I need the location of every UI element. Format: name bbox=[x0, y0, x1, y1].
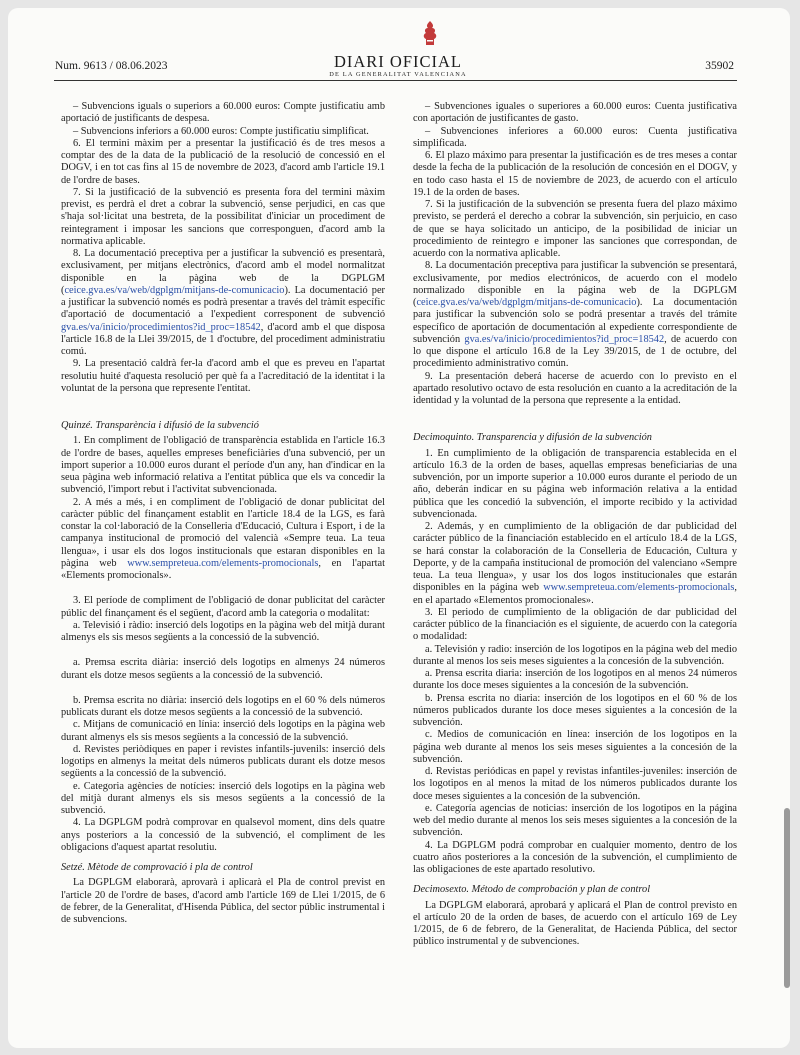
paragraph: 9. La presentación deberá hacerse de acuerdo con lo previsto en el apartado resolutivo octavo de esta resolución en cuanto a la acreditación de la identidad y la voluntad de la persona que represente a la entidad. bbox=[413, 370, 737, 406]
paragraph: 3. El periodo de cumplimiento de la obligación de dar publicidad del carácter público de la financiación es el siguiente, de acuerdo con la categoría o modalidad: bbox=[413, 606, 737, 643]
paragraph: d. Revistas periódicas en papel y revistas infantiles-juveniles: inserción de los logotipos en al menos la mitad de los números publicados durante los doce meses siguientes a la concesión de la subvención. bbox=[413, 766, 737, 802]
paragraph: 4. La DGPLGM podrà comprovar en qualsevol moment, dins dels quatre anys posteriors a la concessió de la subvenció, el compliment de les obligacions d'aquest apartat resolutiu. bbox=[61, 817, 385, 853]
paragraph: – Subvencions inferiors a 60.000 euros: Compte justificatiu simplificat. bbox=[73, 125, 369, 137]
section-heading: Setzé. Mètode de comprovació i pla de control bbox=[61, 862, 253, 873]
spanish-column bbox=[413, 101, 737, 949]
paragraph: – Subvencions iguals o superiors a 60.000 euros: Compte justificatiu amb aportació de justificants de despesa. bbox=[61, 101, 385, 125]
paragraph: e. Categoria agències de notícies: inserció dels logotips en la pàgina web del mitjà durant almenys els sis mesos següents a la concessió de la subvenció. bbox=[61, 780, 385, 816]
text-run: 2. Además, y en cumplimiento de la obligación de dar publicidad del carácter público de la financiación establecido en el artículo 18.4 de la LGS, se hará constar la colaboración de la Conselleria de Educación, Cultura y Deporte, y de la campaña institucional de promoción del valenciano «Sempre teua. La teua llengua», y usar los dos logos institucionales que estarán disponibles en la página web bbox=[413, 521, 737, 594]
header-rule bbox=[54, 80, 737, 81]
paragraph: 6. El plazo máximo para presentar la justificación es de tres meses a contar desde la fecha de la publicación de la resolución de concesión en el DOGV, y en todo caso hasta el 15 de noviembre de 2023, de acuerdo con el artículo 19.1 de la orden de bases. bbox=[413, 150, 737, 198]
paragraph: – Subvenciones inferiores a 60.000 euros: Cuenta justificativa simplificada. bbox=[413, 125, 737, 149]
link-dgplgm-web[interactable]: ceice.gva.es/va/web/dgplgm/mitjans-de-comunicacio bbox=[416, 297, 637, 308]
paragraph: a. Prensa escrita diaria: inserción de los logotipos en al menos 24 números durante los doce meses siguientes a la concesión de la subvención. bbox=[413, 668, 737, 692]
paragraph: b. Prensa escrita no diaria: inserción de los logotipos en el 60 % de los números publicados durante los doce meses siguientes a la concesión de la subvención. bbox=[413, 692, 737, 728]
paragraph: 6. El termini màxim per a presentar la justificació és de tres mesos a comptar des de la data de la publicació de la resolució de concessió en el DOGV, i en tot cas fins al 15 de novembre de 2023, d'acord amb l'article 19.1 de l'ordre de bases. bbox=[61, 137, 385, 186]
section-heading: Decimoquinto. Transparencia y difusión de la subvención bbox=[413, 432, 652, 444]
paragraph bbox=[413, 260, 737, 370]
paragraph: a. Televisió i ràdio: inserció dels logotips en la pàgina web del mitjà durant almenys els sis mesos següents a la concessió de la subvenció. bbox=[61, 619, 385, 643]
journal-logo-subtitle: DE LA GENERALITAT VALENCIANA bbox=[329, 71, 467, 78]
paragraph bbox=[413, 521, 737, 607]
paragraph: e. Categoría agencias de noticias: inserción de los logotipos en la página web del medio durante al menos los seis meses siguientes a la concesión de la subvención. bbox=[413, 802, 737, 839]
paragraph: 1. En compliment de l'obligació de transparència establida en l'article 16.3 de l'ordre de bases, aquelles empreses beneficiàries d'una subvenció, per un import superior a 10.000 euros durant el període d'un any, han d'indicar en la seua pàgina web informació relativa a l'entitat pública que els va concedir la subvenció, l'import rebut i l'activitat subvencionada. bbox=[61, 435, 385, 496]
document-page bbox=[8, 8, 790, 1048]
paragraph: 1. En cumplimiento de la obligación de transparencia establecida en el artículo 16.3 de la orden de bases, aquellas empresas beneficiarias de una subvención, por un importe superior a 10.000 euros durante el periodo de un año, deberán indicar en su página web información relativa a la entidad pública que les concedió la subvención, el importe recibido y la actividad subvencionada. bbox=[413, 447, 737, 520]
link-sempreteua[interactable]: www.sempreteua.com/elements-promocionals bbox=[127, 557, 319, 569]
scrollbar[interactable] bbox=[782, 8, 792, 1048]
link-procedure[interactable]: gva.es/va/inicio/procedimientos?id_proc=18542 bbox=[61, 321, 261, 333]
paragraph: c. Mitjans de comunicació en línia: inserció dels logotips en la pàgina web durant almenys els sis mesos següents a la concessió de la subvenció. bbox=[61, 719, 385, 743]
page-number: 35902 bbox=[705, 60, 734, 72]
paragraph: d. Revistes periòdiques en paper i revistes infantils-juvenils: inserció dels logotips en almenys la meitat dels números publicats durant els dotze mesos següents a la concessió de la subvenció. bbox=[61, 743, 385, 780]
text-run: ). La documentación para justificar la subvención solo se podrá presentar a través del trámite específico de aportación de documentación al expediente correspondiente de subvención bbox=[413, 297, 737, 345]
scrollbar-thumb[interactable] bbox=[784, 808, 790, 988]
paragraph: 7. Si la justificación de la subvención se presenta fuera del plazo máximo previsto, se perderá el derecho a cobrar la subvención, sin perjuicio, en caso de que se haya solicitado un anticipo, de la posibilidad de iniciar un procedimiento de reintegro e imponer las sanciones que correspondan, de acuerdo con la normativa aplicable. bbox=[413, 199, 737, 259]
paragraph: 9. La presentació caldrà fer-la d'acord amb el que es preveu en l'apartat resolutiu huité d'aquesta resolució per què fa a l'acreditació de la identitat i la voluntat de la persona que represente l'entitat. bbox=[61, 358, 385, 394]
paragraph: a. Televisión y radio: inserción de los logotipos en la página web del medio durante al menos los seis meses siguientes a la concesión de la subvención. bbox=[413, 643, 737, 667]
page-header bbox=[8, 8, 790, 78]
paragraph: a. Premsa escrita diària: inserció dels logotips en almenys 24 números durant els dotze mesos següents a la concessió de la subvenció. bbox=[61, 657, 385, 681]
text-run: , en el apartado «Elementos promocionales». bbox=[413, 582, 737, 606]
text-run: , de acuerdo con lo que dispone el artículo 16.8 de la Ley 39/2015, de 1 de octubre, del procedimiento administrativo común. bbox=[413, 333, 738, 370]
link-procedure[interactable]: gva.es/va/inicio/procedimientos?id_proc=18542 bbox=[464, 333, 665, 345]
text-run: , en l'apartat «Elements promocionals». bbox=[61, 557, 385, 581]
paragraph: – Subvenciones iguales o superiores a 60.000 euros: Cuenta justificativa con aportación de justificantes de gasto. bbox=[413, 101, 737, 125]
section-heading: Decimosexto. Método de comprobación y plan de control bbox=[413, 884, 651, 896]
paragraph bbox=[61, 248, 385, 358]
text-run: 2. A més a més, i en compliment de l'obligació de donar publicitat del caràcter públic del finançament establit en l'article 18.4 de la LGS, es farà constar la col·laboració de la Conselleria d'Educació, Cultura i Esport, i de la campanya institucional de promoció del valencià «Sempre teua. La teua llengua», i usar els dos logos institucionals que estaran disponibles en la pàgina web bbox=[61, 496, 385, 569]
text-run: 8. La documentació preceptiva per a justificar la subvenció es presentarà, exclusivament, per mitjans electrònics, d'acord amb el model normalitzat disponible en la pàgina web de la DGPLGM ( bbox=[61, 248, 385, 296]
paragraph: 3. El període de compliment de l'obligació de donar publicitat del caràcter públic del finançament és el següent, d'acord amb la categoria o modalitat: bbox=[61, 595, 385, 619]
paragraph: La DGPLGM elaborará, aprobará y aplicará el Plan de control previsto en el artículo 20 de la orden de bases, de acuerdo con el artículo 169 de Ley 1/2015, de 6 de febrero, de la Generalitat, de Hacienda Pública, del sector público instrumental y de subvenciones. bbox=[413, 899, 737, 948]
link-dgplgm-web[interactable]: ceice.gva.es/va/web/dgplgm/mitjans-de-comunicacio bbox=[64, 284, 285, 296]
generalitat-seal-icon bbox=[419, 20, 441, 48]
paragraph: c. Medios de comunicación en línea: inserción de los logotipos en la página web durante al menos los seis meses siguientes a la concesión de la subvención. bbox=[413, 729, 737, 765]
link-sempreteua[interactable]: www.sempreteua.com/elements-promocionals bbox=[543, 582, 735, 594]
paragraph: b. Premsa escrita no diària: inserció dels logotips en el 60 % dels números publicats durant els dotze mesos següents a la concessió de la subvenció. bbox=[61, 694, 385, 718]
valencian-column bbox=[61, 101, 385, 926]
paragraph: 4. La DGPLGM podrá comprobar en cualquier momento, dentro de los cuatro años posteriores a la concesión de la subvención, el cumplimiento de las obligaciones de este apartado resolutivo. bbox=[413, 839, 737, 875]
paragraph bbox=[61, 497, 385, 583]
section-heading: Quinzé. Transparència i difusió de la subvenció bbox=[61, 420, 259, 431]
text-run: 8. La documentación preceptiva para justificar la subvención se presentará, exclusivamente, por medios electrónicos, de acuerdo con el modelo normalizado disponible en la página web de la DGPLGM ( bbox=[413, 260, 737, 308]
issue-number: Num. 9613 / 08.06.2023 bbox=[55, 60, 168, 72]
paragraph: La DGPLGM elaborarà, aprovarà i aplicarà el Pla de control previst en l'article 20 de l'ordre de bases, d'acord amb l'article 169 de Llei 1/2015, de 6 de febrer, de la Generalitat, d'Hisenda Pública, del sector públic instrumental i de subvencions. bbox=[61, 877, 385, 925]
text-run: ). La documentació per a justificar la subvenció només es podrà presentar a través del tràmit específic d'aportació de documentació a l'expedient corresponent de subvenció bbox=[61, 284, 385, 321]
text-run: , d'acord amb el que disposa l'article 16.8 de la Llei 39/2015, de 1 d'octubre, del procediment administratiu comú. bbox=[61, 321, 385, 357]
paragraph: 7. Si la justificació de la subvenció es presenta fora del termini màxim previst, es perdrà el dret a cobrar la subvenció, sense perjudici, en cas que s'haja sol·licitat una bestreta, de la possibilitat d'iniciar un procediment de reintegrament i imposar les sancions que corresponguen, d'acord amb la normativa aplicable. bbox=[61, 186, 385, 247]
journal-logo-title: DIARI OFICIAL bbox=[333, 52, 463, 71]
